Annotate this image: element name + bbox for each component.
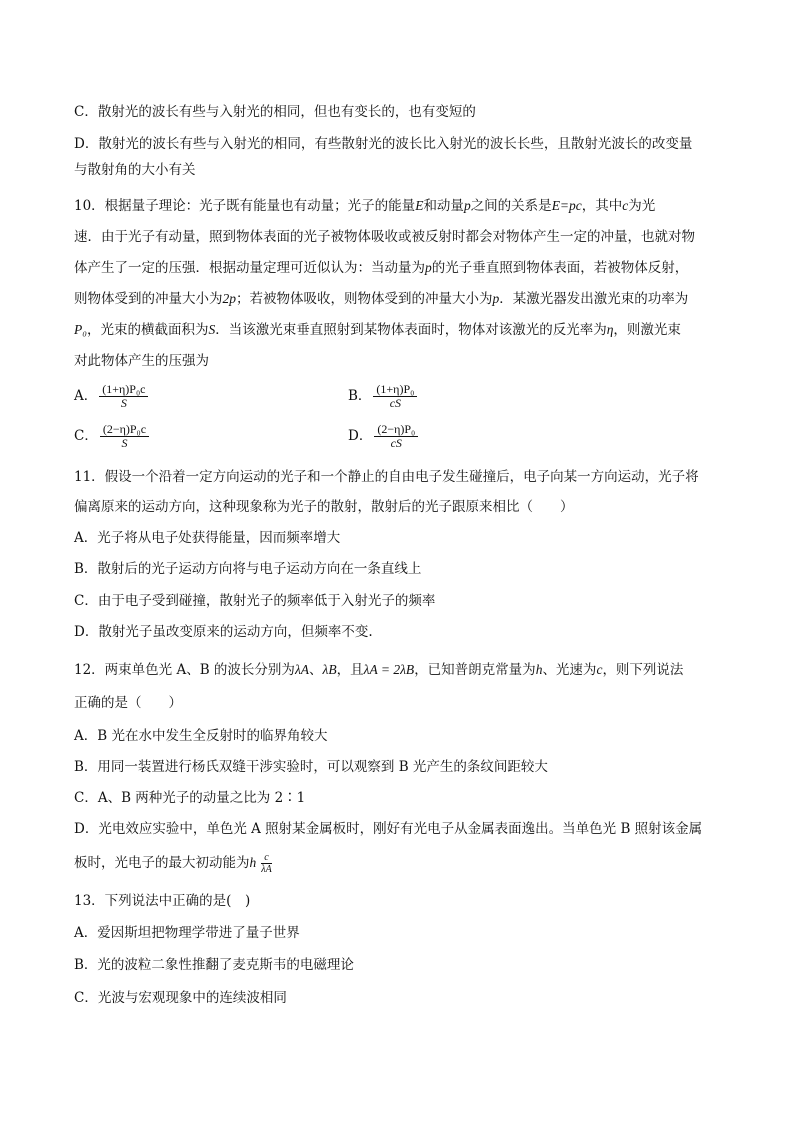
- q10-line5: P₀，光束的横截面积为S．当该激光束垂直照射到某物体表面时，物体对该激光的反光率为η，则激光束: [74, 322, 681, 338]
- q10-line1: 10．根据量子理论：光子既有能量也有动量；光子的能量E和动量p之间的关系是E=pc，其中c为光: [74, 198, 656, 214]
- q12-option-b: B．用同一装置进行杨氏双缝干涉实验时，可以观察到 B 光产生的条纹间距较大: [74, 759, 548, 775]
- fraction: $\frac{\text{(2−η)P₀}}{cS}$: [374, 423, 418, 450]
- q10-line4: 则物体受到的冲量大小为2p；若被物体吸收，则物体受到的冲量大小为p．某激光器发出激光束的功率为: [74, 291, 689, 307]
- q13-option-b: B．光的波粒二象性推翻了麦克斯韦的电磁理论: [74, 957, 354, 973]
- q10-option-a: A． $\frac{\text{(1+η)P₀c}}{S}$: [74, 383, 148, 410]
- q12-option-d-line2: 板时，光电子的最大初动能为h $\frac{c}{\lambda A}$: [74, 852, 275, 875]
- q11-option-c: C．由于电子受到碰撞，散射光子的频率低于入射光子的频率: [74, 593, 436, 609]
- q12-option-a: A．B 光在水中发生全反射时的临界角较大: [74, 728, 328, 744]
- q10-line6: 对此物体产生的压强为: [74, 353, 209, 369]
- q11-option-b: B．散射后的光子运动方向将与电子运动方向在一条直线上: [74, 561, 422, 577]
- q12-option-d-line1: D．光电效应实验中，单色光 A 照射某金属板时，刚好有光电子从金属表面逸出。当单色光 B 照射该金属: [74, 821, 703, 837]
- q10-line2: 速．由于光子有动量，照到物体表面的光子被物体吸收或被反射时都会对物体产生一定的冲量，也就对物: [74, 229, 695, 245]
- q10-option-b: B． $\frac{\text{(1+η)P₀}}{cS}$: [348, 383, 417, 410]
- q9-option-d-line1: D．散射光的波长有些与入射光的相同，有些散射光的波长比入射光的波长长些，且散射光波长的改变量: [74, 136, 693, 152]
- q13-stem: 13．下列说法中正确的是( ): [74, 893, 251, 909]
- q13-option-a: A．爱因斯坦把物理学带进了量子世界: [74, 925, 300, 941]
- q10-line3: 体产生了一定的压强．根据动量定理可近似认为：当动量为p的光子垂直照到物体表面，若被物体反射，: [74, 260, 689, 276]
- q10-option-c: C． $\frac{\text{(2−η)P₀c}}{S}$: [74, 423, 149, 450]
- fraction: $\frac{\text{(1+η)P₀c}}{S}$: [99, 383, 148, 410]
- q12-line1: 12．两束单色光 A、B 的波长分别为λA、λB，且λA = 2λB，已知普朗克常量为h、光速为c，则下列说法: [74, 662, 684, 678]
- q9-option-c: C．散射光的波长有些与入射光的相同，但也有变长的，也有变短的: [74, 104, 476, 120]
- q11-line1: 11．假设一个沿着一定方向运动的光子和一个静止的自由电子发生碰撞后，电子向某一方向运动，光子将: [74, 469, 699, 485]
- fraction: $\frac{\text{(2−η)P₀c}}{S}$: [100, 423, 149, 450]
- fraction: $\frac{\text{(1+η)P₀}}{cS}$: [373, 383, 417, 410]
- q12-line2: 正确的是（ ）: [74, 695, 182, 711]
- q10-option-d: D． $\frac{\text{(2−η)P₀}}{cS}$: [348, 423, 418, 450]
- fraction: $\frac{c}{\lambda A}$: [261, 852, 272, 875]
- q13-option-c: C．光波与宏观现象中的连续波相同: [74, 990, 287, 1006]
- q11-option-a: A．光子将从电子处获得能量，因而频率增大: [74, 530, 341, 546]
- q9-option-d-line2: 与散射角的大小有关: [74, 162, 196, 178]
- q11-line2: 偏离原来的运动方向，这种现象称为光子的散射，散射后的光子跟原来相比（ ）: [74, 499, 574, 515]
- q11-option-d: D．散射光子虽改变原来的运动方向，但频率不变.: [74, 624, 373, 640]
- q12-option-c: C．A、B 两种光子的动量之比为 2∶1: [74, 790, 306, 806]
